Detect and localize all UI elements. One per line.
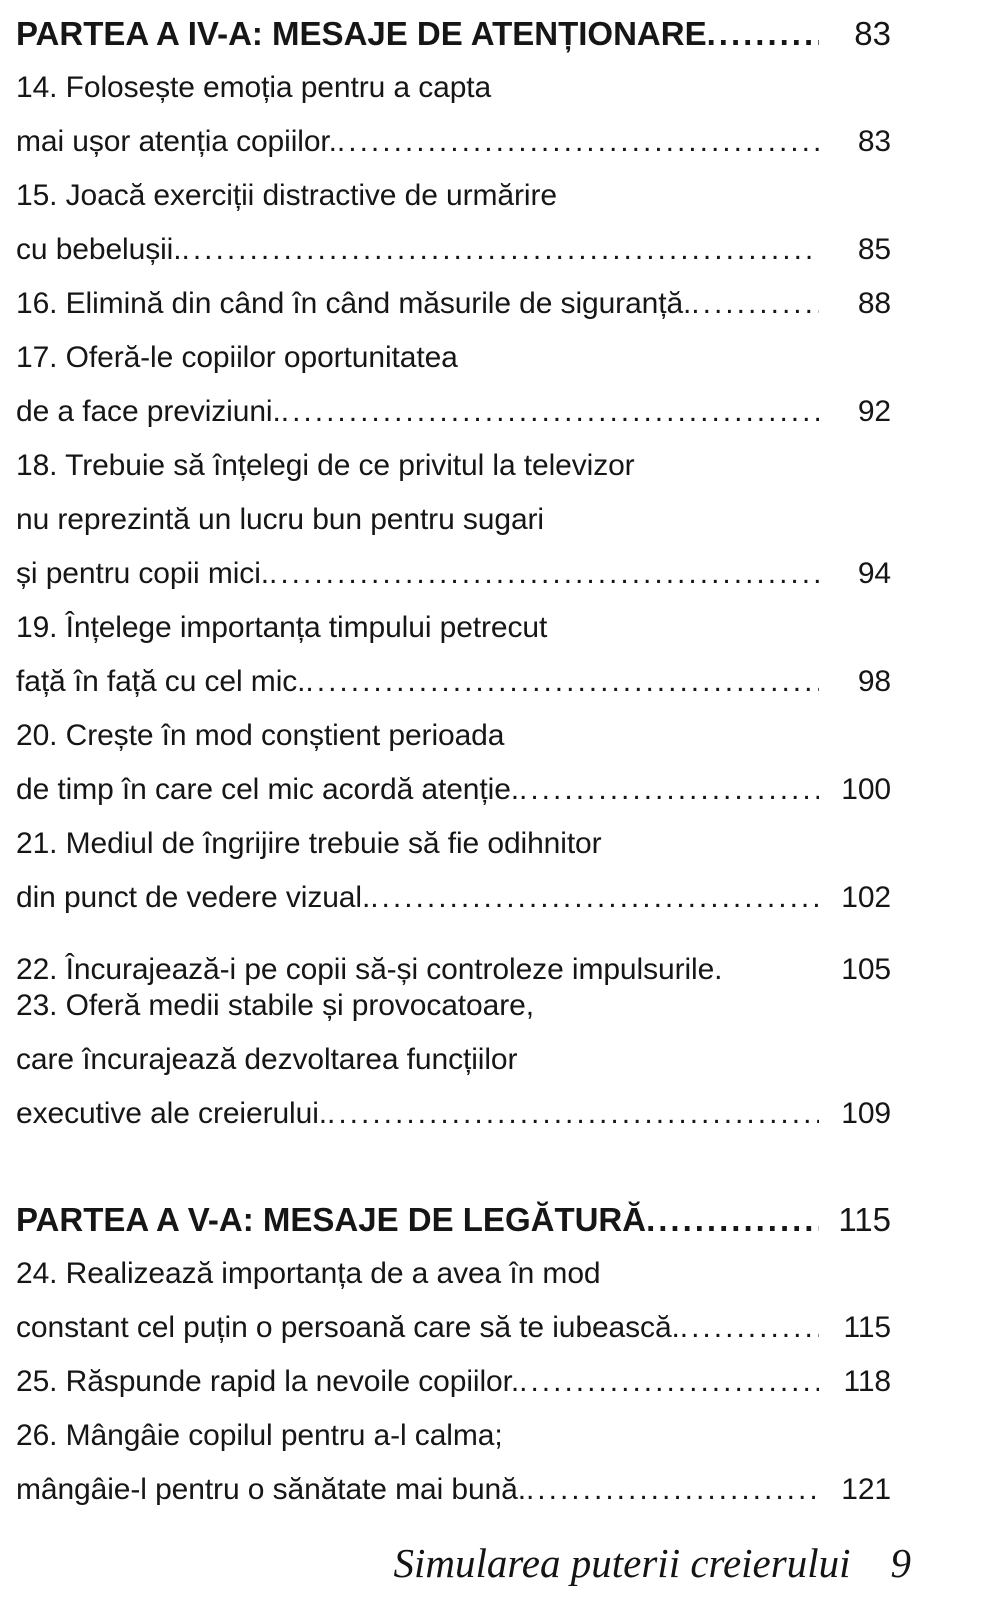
- toc-entry-page-number: 94: [857, 557, 891, 590]
- dot-leader: [181, 223, 819, 277]
- toc-entry-text: și pentru copii mici.: [16, 557, 269, 590]
- toc-line: [16, 979, 891, 1033]
- toc-entry-page-number: 83: [857, 125, 891, 158]
- toc-entry-text: PARTEA A IV-A: MESAJE DE ATENȚIONARE: [16, 15, 707, 52]
- toc-entry-text: de a face previziuni.: [16, 395, 281, 428]
- toc-entry-page-number: 100: [841, 773, 891, 806]
- toc-entry-text: 25. Răspunde rapid la nevoile copiilor.: [16, 1365, 520, 1398]
- dot-leader: [519, 763, 819, 817]
- toc-line: [16, 493, 891, 547]
- toc-entry-text: mângâie-l pentru o sănătate mai bună.: [16, 1473, 526, 1506]
- toc-line: [16, 7, 891, 61]
- toc-entry-page-number: 115: [843, 1311, 891, 1344]
- toc-line: [16, 439, 891, 493]
- toc-entry-text: față în față cu cel mic.: [16, 665, 306, 698]
- toc-line: [16, 1193, 891, 1247]
- toc-line: [16, 1087, 891, 1141]
- toc-entry-page-number: 83: [854, 15, 891, 52]
- folio-page-number: 9: [890, 1540, 911, 1586]
- dot-leader: [327, 1087, 819, 1141]
- toc-entry-text: nu reprezintă un lucru bun pentru sugari: [16, 503, 545, 536]
- toc-entry-text: 21. Mediul de îngrijire trebuie să fie odihnitor: [16, 827, 602, 860]
- dot-leader: [337, 115, 819, 169]
- toc-line: [16, 277, 891, 331]
- dot-leader: [707, 7, 819, 61]
- toc-entry-page-number: 121: [841, 1473, 891, 1506]
- running-book-title: Simularea puterii creierului: [393, 1540, 851, 1586]
- toc-entry-text: mai ușor atenția copiilor.: [16, 125, 337, 158]
- toc-entry-text: 14. Folosește emoția pentru a capta: [16, 71, 492, 104]
- toc-entry-text: din punct de vedere vizual.: [16, 881, 371, 914]
- toc-line: [16, 169, 891, 223]
- toc-entry-page-number: 85: [857, 233, 891, 266]
- toc-line: [16, 1247, 891, 1301]
- toc-entry-page-number: 109: [841, 1097, 891, 1130]
- toc-entry-text: 15. Joacă exerciții distractive de urmărire: [16, 179, 557, 212]
- toc-entry-text: 19. Înțelege importanța timpului petrecut: [16, 611, 548, 644]
- dot-leader: [305, 655, 819, 709]
- toc-entry-text: executive ale creierului.: [16, 1097, 327, 1130]
- dot-leader: [691, 277, 819, 331]
- page-footer: [0, 1538, 911, 1588]
- toc-entry-page-number: 118: [843, 1365, 891, 1398]
- toc-line: [16, 1355, 891, 1409]
- toc-entry-page-number: 105: [841, 953, 891, 986]
- dot-leader: [646, 1193, 819, 1247]
- toc-line: [16, 817, 891, 871]
- toc-line: [16, 1301, 891, 1355]
- toc-line: [16, 1463, 891, 1517]
- dot-leader: [526, 1463, 819, 1517]
- toc-entry-text: 24. Realizează importanța de a avea în mod: [16, 1257, 601, 1290]
- toc-line: [16, 655, 891, 709]
- toc-line: [16, 61, 891, 115]
- toc-entry-text: 23. Oferă medii stabile și provocatoare,: [16, 989, 534, 1022]
- toc-entry-text: cu bebelușii.: [16, 233, 182, 266]
- dot-leader: [269, 547, 819, 601]
- dot-leader: [722, 925, 819, 979]
- toc-line: [16, 871, 891, 925]
- toc-entry-page-number: 88: [857, 287, 891, 320]
- toc-line: [16, 1033, 891, 1087]
- toc-line: [16, 763, 891, 817]
- toc-entry-page-number: 92: [857, 395, 891, 428]
- toc-line: [16, 223, 891, 277]
- toc-entry-page-number: 98: [857, 665, 891, 698]
- toc-line: [16, 331, 891, 385]
- toc-entry-text: 26. Mângâie copilul pentru a-l calma;: [16, 1419, 503, 1452]
- toc-entry-text: 18. Trebuie să înțelegi de ce privitul la televizor: [16, 449, 635, 482]
- toc-line: [16, 115, 891, 169]
- toc-line: [16, 385, 891, 439]
- toc-entry-text: care încurajează dezvoltarea funcțiilor: [16, 1043, 518, 1076]
- toc-entry-text: PARTEA A V-A: MESAJE DE LEGĂTURĂ: [16, 1201, 647, 1238]
- toc-entry-text: de timp în care cel mic acordă atenție.: [16, 773, 520, 806]
- toc-entry-text: 16. Elimină din când în când măsurile de siguranță.: [16, 287, 692, 320]
- toc-line: [16, 709, 891, 763]
- toc-entry-text: 22. Încurajează-i pe copii să-și controleze impulsurile.: [16, 953, 723, 986]
- toc-entry-text: 17. Oferă-le copiilor oportunitatea: [16, 341, 458, 374]
- toc-line: [16, 547, 891, 601]
- dot-leader: [519, 1355, 819, 1409]
- toc-line: [16, 925, 891, 986]
- toc-entry-page-number: 102: [841, 881, 891, 914]
- dot-leader: [370, 871, 819, 925]
- toc-line: [16, 601, 891, 655]
- toc-entry-page-number: 115: [838, 1201, 891, 1238]
- toc-entry-text: 20. Crește în mod conștient perioada: [16, 719, 505, 752]
- dot-leader: [680, 1301, 819, 1355]
- dot-leader: [281, 385, 819, 439]
- table-of-contents: [16, 7, 891, 1517]
- toc-entry-text: constant cel puțin o persoană care să te iubească.: [16, 1311, 680, 1344]
- toc-line: [16, 1409, 891, 1463]
